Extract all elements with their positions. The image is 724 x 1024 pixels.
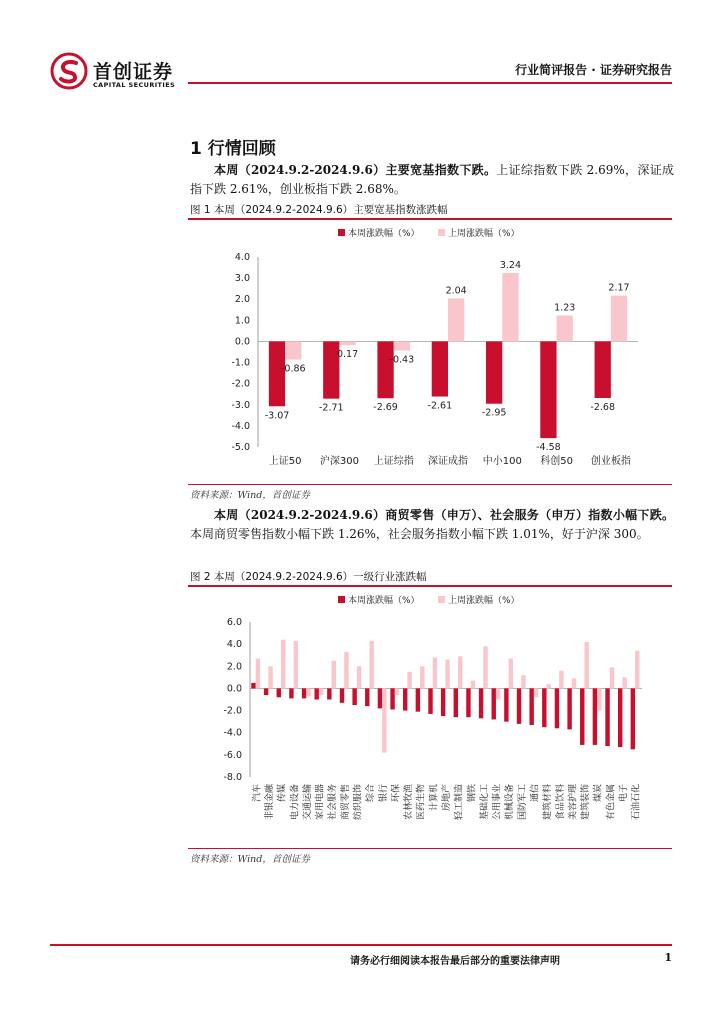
- category-label: 建筑装饰: [581, 784, 592, 821]
- y-tick-label: -8.0: [223, 772, 242, 783]
- figure-2-source: 资料来源：Wind，首创证券: [190, 854, 310, 865]
- category-label: 中小100: [482, 456, 522, 467]
- category-label: 综合: [366, 784, 377, 803]
- category-label: 沪深300: [319, 456, 359, 467]
- bar: [352, 688, 356, 705]
- bar: [428, 688, 432, 713]
- report-type: 行业简评报告 · 证券研究报告: [515, 63, 672, 77]
- bar: [486, 341, 502, 403]
- bar: [534, 688, 538, 697]
- y-tick-label: 3.0: [234, 273, 250, 285]
- category-label: 电子: [619, 784, 630, 803]
- y-tick-label: -2.0: [223, 705, 242, 717]
- category-label: 建筑材料: [543, 784, 554, 821]
- category-label: 交通运输: [302, 784, 313, 821]
- bar: [471, 681, 475, 689]
- figure-1-source: 资料来源：Wind，首创证券: [190, 490, 310, 501]
- bar: [433, 657, 437, 688]
- paragraph-2-lead: 本周（2024.9.2-2024.9.6）商贸零售（申万）、社会服务（申万）指数小幅下跌。: [214, 508, 674, 522]
- y-tick-label: 0.0: [226, 683, 242, 695]
- footer-divider: [50, 944, 672, 946]
- bar: [479, 688, 483, 718]
- y-tick-label: -3.0: [231, 399, 250, 411]
- category-label: 银行: [378, 784, 389, 803]
- bar: [357, 666, 361, 688]
- bar: [264, 688, 268, 695]
- data-label: -4.58: [536, 442, 561, 454]
- bar: [394, 341, 410, 350]
- bar: [610, 667, 614, 688]
- category-label: 房地产: [442, 784, 452, 812]
- bar: [555, 688, 559, 728]
- bar: [339, 341, 355, 345]
- figure-2-top-rule: [188, 585, 672, 587]
- bar: [466, 688, 470, 717]
- y-tick-label: 2.0: [226, 661, 242, 673]
- data-label: -3.07: [264, 410, 290, 422]
- chart-industries: [188, 589, 672, 847]
- y-tick-label: 4.0: [226, 639, 242, 651]
- category-label: 国防军工: [517, 784, 528, 821]
- figure-1-top-rule: [188, 218, 672, 220]
- bar: [441, 688, 445, 716]
- bar: [593, 688, 597, 744]
- bar: [504, 688, 508, 721]
- legend-swatch: [338, 229, 345, 236]
- y-tick-label: 0.0: [234, 336, 250, 348]
- y-tick-label: 1.0: [234, 315, 250, 327]
- category-label: 通信: [530, 784, 541, 803]
- paragraph-1-lead: 本周（2024.9.2-2024.9.6）主要宽基指数下跌。: [214, 163, 497, 177]
- y-tick-label: 4.0: [234, 252, 250, 263]
- data-label: -2.68: [590, 402, 616, 414]
- data-label: -2.61: [427, 400, 453, 412]
- bar: [483, 646, 487, 688]
- category-label: 机械设备: [505, 784, 516, 821]
- bar: [344, 652, 348, 689]
- data-label: -0.43: [389, 354, 415, 366]
- bar: [458, 656, 462, 688]
- category-label: 石油石化: [631, 784, 642, 821]
- data-label: 0.17: [336, 349, 359, 361]
- bar: [547, 684, 551, 688]
- bar: [542, 688, 546, 727]
- category-label: 煤炭: [593, 784, 604, 803]
- bar: [302, 688, 306, 698]
- category-label: 农林牧渔: [404, 784, 415, 821]
- paragraph-2-body: 本周商贸零售指数小幅下跌 1.26%，社会服务指数小幅下跌 1.01%，好于沪深 300。: [190, 527, 649, 541]
- bar: [382, 688, 386, 752]
- y-tick-label: 6.0: [226, 617, 242, 628]
- data-label: -2.71: [318, 402, 344, 414]
- bar: [365, 688, 369, 706]
- bar: [314, 688, 318, 699]
- category-label: 公用事业: [492, 784, 503, 821]
- bar: [319, 688, 323, 695]
- bar: [611, 296, 627, 342]
- page-number: 1: [664, 951, 672, 964]
- bar: [580, 688, 584, 744]
- category-label: 科创50: [540, 456, 573, 467]
- bar: [445, 660, 449, 689]
- brand-logo-icon: [50, 52, 88, 90]
- brand-name-en: CAPITAL SECURITIES: [93, 81, 176, 89]
- bar: [448, 298, 464, 341]
- paragraph-2: [190, 506, 674, 544]
- y-tick-label: -5.0: [231, 442, 250, 453]
- legend-label: 本周涨跌幅（%）: [348, 596, 420, 606]
- footer-disclaimer: 请务必行细阅读本报告最后部分的重要法律声明: [350, 956, 560, 967]
- bar: [618, 688, 622, 747]
- bar: [332, 661, 336, 689]
- y-tick-label: -2.0: [231, 378, 250, 390]
- paragraph-1-body: 上证综指数下跌 2.69%，深证成指下跌 2.61%，创业板指下跌 2.68%。: [190, 163, 675, 196]
- category-label: 医药生物: [416, 784, 427, 821]
- data-label: 2.04: [445, 285, 467, 297]
- data-label: -2.95: [481, 407, 507, 419]
- legend-label: 上周涨跌幅（%）: [448, 596, 520, 606]
- bar: [390, 688, 394, 709]
- category-label: 有色金属: [606, 784, 617, 821]
- bar: [635, 651, 639, 689]
- bar: [432, 341, 448, 396]
- category-label: 社会服务: [328, 784, 339, 821]
- bar: [285, 341, 301, 359]
- figure-1-title: 图 1 本周（2024.9.2-2024.9.6）主要宽基指数涨跌幅: [190, 204, 448, 216]
- category-label: 上证综指: [373, 456, 414, 467]
- category-label: 美容护理: [568, 784, 579, 821]
- bar: [496, 688, 500, 699]
- paragraph-1: [190, 161, 674, 199]
- bar: [377, 341, 393, 398]
- data-label: -2.69: [373, 402, 398, 414]
- data-label: 2.17: [608, 282, 630, 294]
- category-label: 上证50: [268, 456, 302, 467]
- bar: [407, 672, 411, 689]
- category-label: 轻工制造: [454, 784, 465, 821]
- bar: [395, 688, 399, 695]
- bar: [502, 273, 518, 341]
- data-label: 3.24: [499, 260, 522, 272]
- bar: [256, 659, 260, 689]
- bar: [289, 688, 293, 698]
- category-label: 食品饮料: [555, 784, 566, 821]
- y-tick-label: 2.0: [234, 294, 250, 306]
- category-label: 基础化工: [479, 784, 490, 821]
- bar: [306, 688, 310, 696]
- bar: [597, 688, 601, 710]
- bar: [340, 688, 344, 702]
- bar: [605, 688, 609, 746]
- bar: [557, 315, 573, 341]
- bar: [509, 659, 513, 689]
- category-label: 传媒: [277, 784, 288, 803]
- bar: [595, 341, 611, 398]
- category-label: 深证成指: [428, 456, 468, 467]
- bar: [378, 688, 382, 708]
- bar: [268, 666, 272, 688]
- data-label: 1.23: [554, 302, 576, 314]
- category-label: 纺织服饰: [353, 784, 364, 821]
- bar: [420, 666, 424, 688]
- y-tick-label: -6.0: [223, 749, 242, 761]
- category-label: 环保: [391, 784, 402, 803]
- bar: [631, 688, 635, 749]
- bar: [559, 671, 563, 689]
- category-label: 非银金融: [264, 784, 275, 821]
- bar: [251, 683, 255, 689]
- bar: [369, 641, 373, 689]
- bar: [416, 688, 420, 711]
- legend-label: 本周涨跌幅（%）: [348, 229, 420, 239]
- bar: [403, 688, 407, 710]
- brand-name: 首创证券: [93, 61, 174, 83]
- category-label: 电力设备: [290, 784, 301, 821]
- header-divider: [188, 82, 672, 84]
- category-label: 创业板指: [590, 456, 631, 467]
- bar: [277, 688, 281, 697]
- legend-swatch: [338, 596, 345, 603]
- data-label: -0.86: [280, 363, 306, 375]
- bar: [567, 688, 571, 729]
- bar: [572, 678, 576, 688]
- bar: [584, 642, 588, 689]
- bar: [521, 675, 525, 688]
- legend-swatch: [438, 596, 445, 603]
- bar: [327, 688, 331, 699]
- bar: [294, 641, 298, 689]
- chart-broad-indices: [188, 222, 672, 482]
- bar: [492, 688, 496, 719]
- figure-2-bottom-rule: [188, 848, 672, 849]
- y-tick-label: -4.0: [231, 420, 250, 432]
- category-label: 钢铁: [467, 784, 478, 803]
- bar: [454, 688, 458, 717]
- category-label: 汽车: [252, 784, 263, 803]
- section-title: 1 行情回顾: [190, 139, 276, 159]
- category-label: 家用电器: [315, 784, 326, 821]
- bar: [540, 341, 556, 438]
- legend-swatch: [438, 229, 445, 236]
- bar: [529, 688, 533, 725]
- figure-1-bottom-rule: [188, 484, 672, 485]
- bar: [281, 640, 285, 689]
- bar: [517, 688, 521, 723]
- legend-label: 上周涨跌幅（%）: [448, 229, 520, 239]
- category-label: 商贸零售: [340, 784, 351, 821]
- y-tick-label: -4.0: [223, 727, 242, 739]
- figure-2-title: 图 2 本周（2024.9.2-2024.9.6）一级行业涨跌幅: [190, 571, 427, 583]
- category-label: 计算机: [429, 784, 440, 812]
- bar: [622, 677, 626, 688]
- y-tick-label: -1.0: [231, 357, 250, 369]
